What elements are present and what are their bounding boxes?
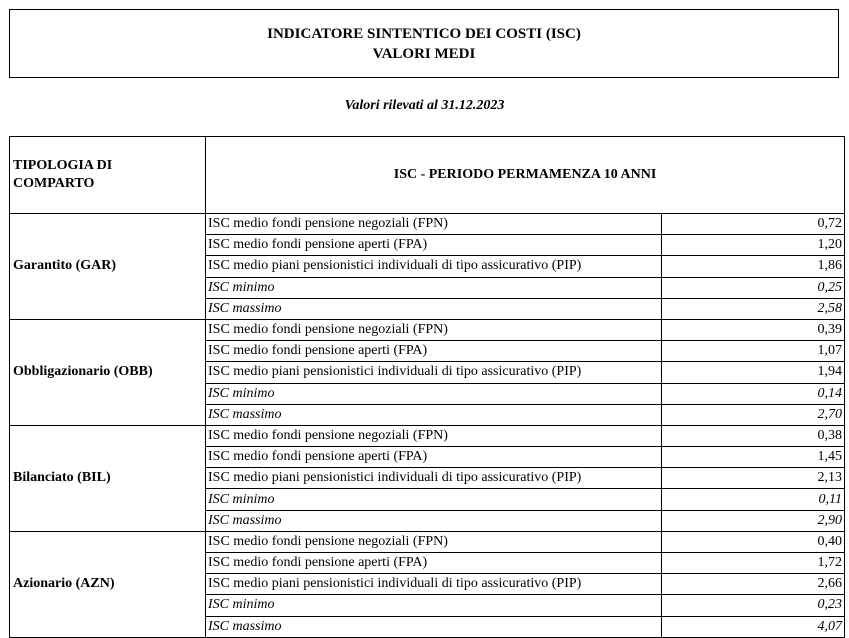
table-header-row <box>10 137 845 214</box>
isc-label: ISC medio fondi pensione negoziali (FPN) <box>206 531 662 552</box>
document-title: INDICATORE SINTENTICO DEI COSTI (ISC) <box>267 25 581 42</box>
isc-label: ISC minimo <box>206 489 662 510</box>
isc-label: ISC minimo <box>206 277 662 298</box>
header-tipologia <box>10 137 206 214</box>
comparto-name: Obbligazionario (OBB) <box>10 319 206 425</box>
header-isc-period: ISC - PERIODO PERMAMENZA 10 ANNI <box>206 137 845 214</box>
isc-label: ISC massimo <box>206 616 662 637</box>
isc-label: ISC massimo <box>206 298 662 319</box>
isc-value: 0,38 <box>662 425 845 446</box>
isc-value: 4,07 <box>662 616 845 637</box>
header-tipologia-line1: TIPOLOGIA DI <box>13 158 113 173</box>
isc-value: 0,23 <box>662 595 845 616</box>
table-row <box>10 214 845 235</box>
isc-label: ISC minimo <box>206 595 662 616</box>
isc-value: 0,72 <box>662 214 845 235</box>
comparto-name: Bilanciato (BIL) <box>10 425 206 531</box>
isc-value: 1,72 <box>662 553 845 574</box>
table-row <box>10 319 845 340</box>
isc-label: ISC medio fondi pensione aperti (FPA) <box>206 341 662 362</box>
isc-table <box>9 136 845 638</box>
isc-value: 1,20 <box>662 235 845 256</box>
isc-label: ISC medio fondi pensione negoziali (FPN) <box>206 319 662 340</box>
isc-label: ISC medio fondi pensione aperti (FPA) <box>206 553 662 574</box>
isc-value: 2,66 <box>662 574 845 595</box>
isc-label: ISC medio piani pensionistici individuali di tipo assicurativo (PIP) <box>206 362 662 383</box>
table-row <box>10 531 845 552</box>
isc-label: ISC medio fondi pensione aperti (FPA) <box>206 447 662 468</box>
isc-label: ISC massimo <box>206 510 662 531</box>
isc-label: ISC massimo <box>206 404 662 425</box>
isc-label: ISC medio fondi pensione aperti (FPA) <box>206 235 662 256</box>
isc-value: 2,58 <box>662 298 845 319</box>
isc-label: ISC medio piani pensionistici individuali di tipo assicurativo (PIP) <box>206 468 662 489</box>
isc-value: 0,25 <box>662 277 845 298</box>
document-subtitle: VALORI MEDI <box>372 45 476 62</box>
comparto-name: Garantito (GAR) <box>10 214 206 320</box>
isc-value: 0,40 <box>662 531 845 552</box>
isc-value: 0,14 <box>662 383 845 404</box>
isc-label: ISC medio fondi pensione negoziali (FPN) <box>206 425 662 446</box>
comparto-name: Azionario (AZN) <box>10 531 206 637</box>
table-row <box>10 425 845 446</box>
isc-value: 1,86 <box>662 256 845 277</box>
isc-label: ISC medio fondi pensione negoziali (FPN) <box>206 214 662 235</box>
document-title-box <box>9 9 839 78</box>
isc-value: 2,90 <box>662 510 845 531</box>
isc-value: 0,11 <box>662 489 845 510</box>
date-line: Valori rilevati al 31.12.2023 <box>344 98 505 113</box>
isc-label: ISC medio piani pensionistici individuali di tipo assicurativo (PIP) <box>206 256 662 277</box>
isc-label: ISC minimo <box>206 383 662 404</box>
isc-value: 2,70 <box>662 404 845 425</box>
isc-value: 0,39 <box>662 319 845 340</box>
isc-label: ISC medio piani pensionistici individuali di tipo assicurativo (PIP) <box>206 574 662 595</box>
isc-value: 1,45 <box>662 447 845 468</box>
isc-value: 1,07 <box>662 341 845 362</box>
isc-value: 2,13 <box>662 468 845 489</box>
header-tipologia-line2: COMPARTO <box>13 176 95 191</box>
isc-value: 1,94 <box>662 362 845 383</box>
